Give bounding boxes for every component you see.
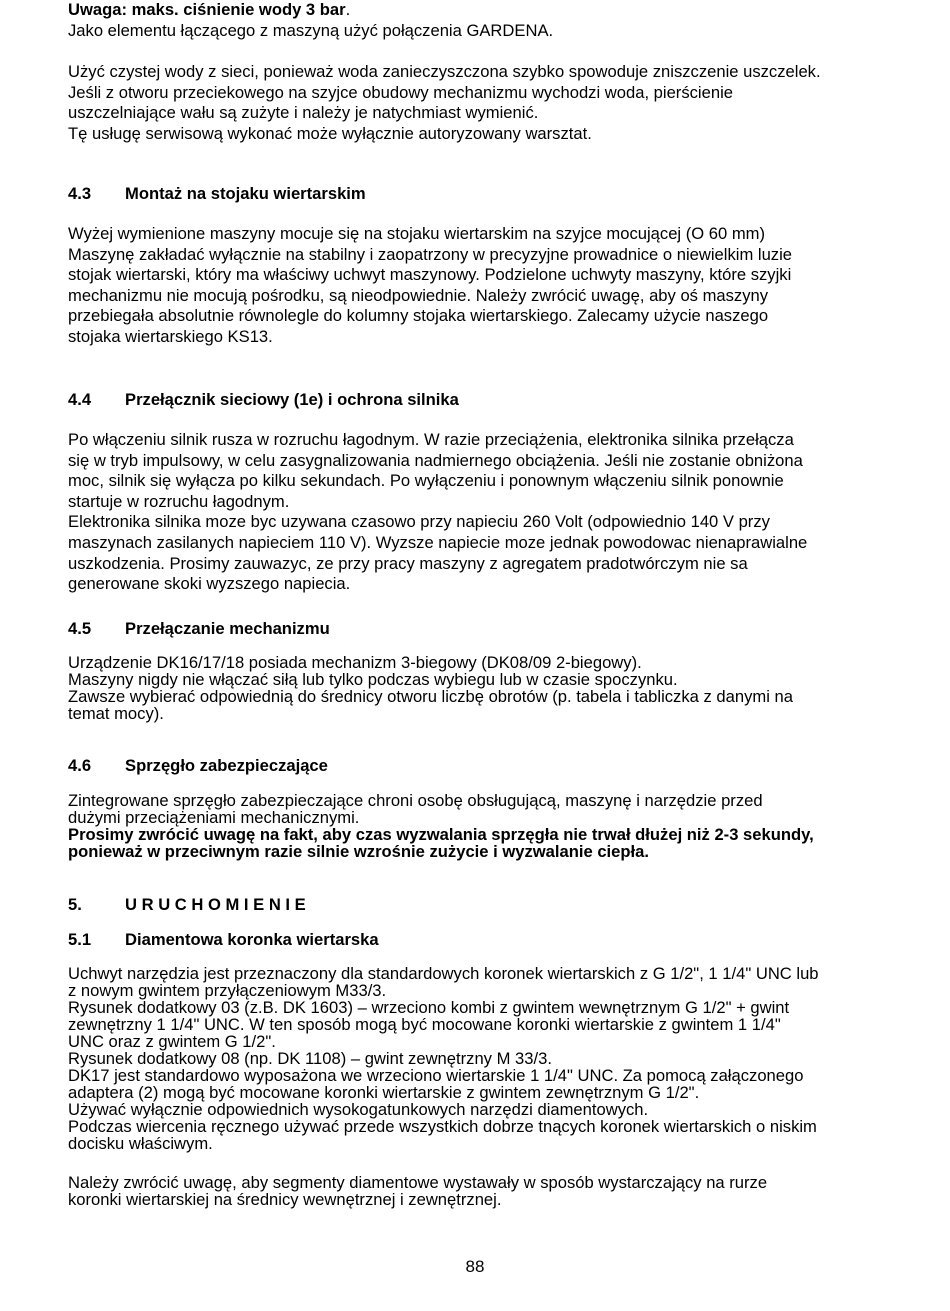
paragraph-line: Po włączeniu silnik rusza w rozruchu łagodnym. W razie przeciążenia, elektronika silnika przełącza bbox=[68, 430, 794, 449]
section-number: 4.3 bbox=[68, 184, 92, 203]
paragraph-line: Rysunek dodatkowy 03 (z.B. DK 1603) – wrzeciono kombi z gwintem wewnętrznym G 1/2" + gwint bbox=[68, 998, 790, 1017]
chapter-title: U R U C H O M I E N I E bbox=[125, 895, 306, 914]
clean-water-paragraph bbox=[68, 62, 908, 144]
section-number: 4.4 bbox=[68, 390, 92, 409]
paragraph-line: mechanizmu nie mocują pośrodku, są nieodpowiednie. Należy zwrócić uwagę, aby oś maszyny bbox=[68, 285, 769, 305]
paragraph-line: zewnętrzny 1 1/4" UNC. W ten sposób mogą być mocowane koronki wiertarskie z gwintem 1 1/4" bbox=[68, 1015, 781, 1034]
diamond-segments-note bbox=[68, 1174, 908, 1208]
section-title: Przełączanie mechanizmu bbox=[125, 619, 330, 638]
section-number: 5.1 bbox=[68, 930, 92, 949]
section-4-3-body bbox=[68, 224, 908, 348]
chapter-number: 5. bbox=[68, 895, 82, 914]
paragraph-line: maszynach zasilanych napieciem 110 V). Wyzsze napiecie moze jednak powodowac nienaprawialne bbox=[68, 532, 808, 552]
bold-warning-line: ponieważ w przeciwnym razie silnie wzrośnie zużycie i wyzwalanie ciepła. bbox=[68, 842, 649, 861]
section-title: Diamentowa koronka wiertarska bbox=[125, 930, 379, 949]
section-5-1-body bbox=[68, 965, 908, 1152]
page-number: 88 bbox=[465, 1257, 485, 1276]
paragraph-line: Jeśli z otworu przeciekowego na szyjce obudowy mechanizmu wychodzi woda, pierścienie bbox=[68, 82, 733, 102]
paragraph-line: Tę usługę serwisową wykonać może wyłącznie autoryzowany warsztat. bbox=[68, 123, 592, 143]
paragraph-line: Używać wyłącznie odpowiednich wysokogatunkowych narzędzi diamentowych. bbox=[68, 1100, 649, 1119]
paragraph-line: docisku właściwym. bbox=[68, 1134, 213, 1153]
section-title: Sprzęgło zabezpieczające bbox=[125, 756, 328, 775]
paragraph-line: Podczas wiercenia ręcznego używać przede wszystkich dobrze tnących koronek wiertarskich o niskim bbox=[68, 1117, 817, 1136]
warning-bold-text: Uwaga: maks. ciśnienie wody 3 bar bbox=[68, 0, 346, 19]
paragraph-line: z nowym gwintem przyłączeniowym M33/3. bbox=[68, 981, 387, 1000]
paragraph-line: generowane skoki wyzszego napiecia. bbox=[68, 574, 351, 594]
paragraph-line: startuje w rozruchu łagodnym. bbox=[68, 491, 290, 511]
paragraph-line: Uchwyt narzędzia jest przeznaczony dla standardowych koronek wiertarskich z G 1/2", 1 1/4" UNC lub bbox=[68, 964, 819, 983]
paragraph-line: temat mocy). bbox=[68, 704, 164, 723]
paragraph-line: uszczelniające wału są zużyte i należy je natychmiast wymienić. bbox=[68, 103, 539, 123]
paragraph-line: uszkodzenia. Prosimy zauwazyc, ze przy pracy maszyny z agregatem pradotwórczym nie sa bbox=[68, 553, 748, 573]
section-number: 4.5 bbox=[68, 619, 92, 638]
paragraph-line: Zintegrowane sprzęgło zabezpieczające chroni osobę obsługującą, maszynę i narzędzie przed bbox=[68, 791, 763, 810]
bold-warning-line: Prosimy zwrócić uwagę na fakt, aby czas wyzwalania sprzęgła nie trwał dłużej niż 2-3 sekundy, bbox=[68, 825, 814, 844]
paragraph-line: się w tryb impulsowy, w celu zasygnalizowania nadmiernego obciążenia. Jeśli nie zostanie obniżona bbox=[68, 450, 803, 470]
section-number: 4.6 bbox=[68, 756, 92, 775]
paragraph-line: stojaka wiertarskiego KS13. bbox=[68, 326, 273, 346]
paragraph-line: koronki wiertarskiej na średnicy wewnętrznej i zewnętrznej. bbox=[68, 1190, 502, 1209]
section-title: Przełącznik sieciowy (1e) i ochrona silnika bbox=[125, 390, 459, 409]
paragraph-line: UNC oraz z gwintem G 1/2". bbox=[68, 1032, 276, 1051]
warning-tail-text: . bbox=[345, 0, 351, 19]
paragraph-line: Urządzenie DK16/17/18 posiada mechanizm 3-biegowy (DK08/09 2-biegowy). bbox=[68, 653, 642, 672]
gardena-connection-note: Jako elementu łączącego z maszyną użyć połączenia GARDENA. bbox=[68, 20, 554, 40]
section-4-4-body bbox=[68, 430, 908, 595]
paragraph-line: Rysunek dodatkowy 08 (np. DK 1108) – gwint zewnętrzny M 33/3. bbox=[68, 1049, 552, 1068]
section-4-6-body bbox=[68, 792, 908, 860]
paragraph-line: Maszyny nigdy nie włączać siłą lub tylko podczas wybiegu lub w czasie spoczynku. bbox=[68, 670, 678, 689]
paragraph-line: Zawsze wybierać odpowiednią do średnicy otworu liczbę obrotów (p. tabela i tabliczka z danymi na bbox=[68, 687, 793, 706]
paragraph-line: Wyżej wymienione maszyny mocuje się na stojaku wiertarskim na szyjce mocującej (O 60 mm) bbox=[68, 224, 766, 243]
paragraph-line: dużymi przeciążeniami mechanicznymi. bbox=[68, 808, 360, 827]
intro-block bbox=[68, 0, 908, 41]
paragraph-line: Należy zwrócić uwagę, aby segmenty diamentowe wystawały w sposób wystarczający na rurze bbox=[68, 1173, 768, 1192]
paragraph-line: Maszynę zakładać wyłącznie na stabilny i zaopatrzony w precyzyjne prowadnice o niewielkim luzie bbox=[68, 244, 793, 264]
paragraph-line: stojak wiertarski, który ma właściwy uchwyt maszynowy. Podzielone uchwyty maszyny, które szyjki bbox=[68, 265, 792, 285]
paragraph-line: przebiegała absolutnie równolegle do kolumny stojaka wiertarskiego. Zalecamy użycie naszego bbox=[68, 306, 769, 326]
paragraph-line: Elektronika silnika moze byc uzywana czasowo przy napieciu 260 Volt (odpowiednio 140 V przy bbox=[68, 512, 770, 532]
paragraph-line: DK17 jest standardowo wyposażona we wrzeciono wiertarskie 1 1/4" UNC. Za pomocą załączonego bbox=[68, 1066, 804, 1085]
paragraph-line: Użyć czystej wody z sieci, ponieważ woda zanieczyszczona szybko spowoduje zniszczenie uszczelek. bbox=[68, 62, 821, 81]
paragraph-line: moc, silnik się wyłącza po kilku sekundach. Po wyłączeniu i ponownym włączeniu silnik ponownie bbox=[68, 471, 784, 491]
water-pressure-warning bbox=[68, 0, 908, 21]
section-title: Montaż na stojaku wiertarskim bbox=[125, 184, 366, 203]
paragraph-line: adaptera (2) mogą być mocowane koronki wiertarskie z gwintem zewnętrznym G 1/2". bbox=[68, 1083, 700, 1102]
section-4-5-body bbox=[68, 654, 908, 722]
